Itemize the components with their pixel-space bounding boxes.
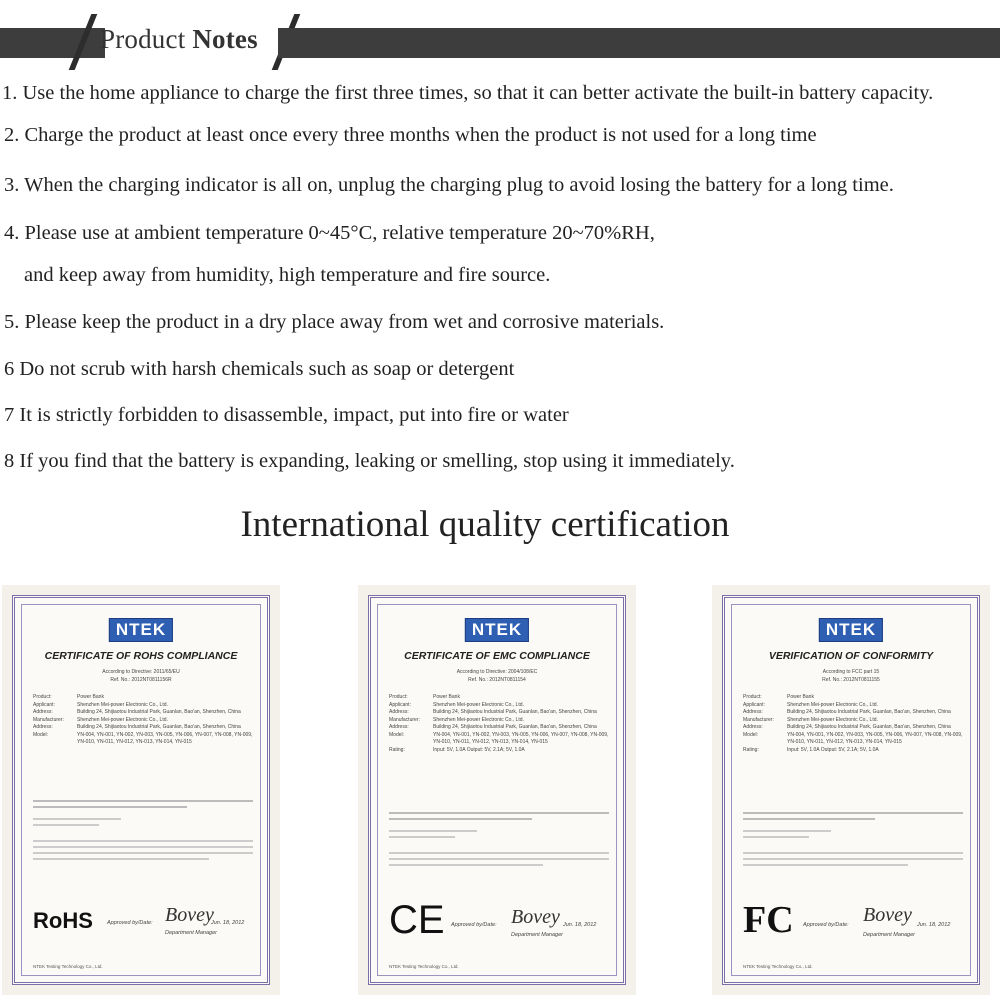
banner-bar-right bbox=[278, 28, 1000, 58]
approved-label: Approved by/Date: bbox=[451, 922, 497, 928]
certificate-frame bbox=[722, 595, 980, 985]
approved-label: Approved by/Date: bbox=[803, 922, 849, 928]
signature: Bovey bbox=[165, 904, 214, 926]
note-item: 1. Use the home appliance to charge the first three times, so that it can better activate the built-in battery capacity. bbox=[2, 82, 934, 104]
ce-mark: CE bbox=[389, 898, 445, 942]
note-item: 8 If you find that the battery is expanding, leaking or smelling, stop using it immediately. bbox=[4, 450, 735, 472]
certificate-emc bbox=[358, 585, 636, 995]
certificate-footer: NTEK Testing Technology Co., Ltd. bbox=[389, 964, 459, 969]
ntek-logo: NTEK bbox=[819, 618, 883, 642]
certificate-title: CERTIFICATE OF EMC COMPLIANCE bbox=[404, 650, 590, 662]
certificate-text-lines bbox=[743, 808, 963, 868]
product-notes-banner bbox=[0, 22, 1000, 62]
certificate-fields: Product: Power Bank Applicant: Shenzhen Mei-power Electronic Co., Ltd. Address: Building 24, Shijiaotou Industrial Park, Guanlan, Bao'an, Shenzhen, China Manufacturer: Shenzhen Mei-power Electronic Co., Ltd. Address: Building 24, Shijiaotou Industrial Park, Guanlan, Bao'an, Shenzhen, China Model: YN-004, YN-001, YN-002, YN-003, YN-005, YN-006, YN-007, YN-008, YN-009, YN-010, YN-011, YN-012, YN-013, YN-014, YN-015 Rating: Input: 5V, 1.0A Output: 5V, 2.1A; 5V, 1.0A bbox=[743, 694, 963, 753]
fcc-mark: FC bbox=[743, 899, 794, 941]
certificate-subtitle: According to Directive: 2011/65/EU Ref. No.: 2012NT0811156R bbox=[102, 669, 180, 683]
note-item: 5. Please keep the product in a dry place away from wet and corrosive materials. bbox=[4, 311, 665, 333]
certificate-text-lines bbox=[389, 808, 609, 868]
note-item: 2. Charge the product at least once every three months when the product is not used for a long time bbox=[4, 124, 817, 146]
signature: Bovey bbox=[511, 906, 560, 928]
ntek-logo: NTEK bbox=[465, 618, 529, 642]
certificate-subtitle: According to Directive: 2004/108/EC Ref. No.: 2012NT0811154 bbox=[456, 669, 538, 683]
rohs-mark: RoHS bbox=[33, 908, 93, 933]
note-item-continuation: and keep away from humidity, high temperature and fire source. bbox=[24, 264, 551, 286]
certificate-rohs bbox=[2, 585, 280, 995]
certificate-fields: Product: Power Bank Applicant: Shenzhen Mei-power Electronic Co., Ltd. Address: Building 24, Shijiaotou Industrial Park, Guanlan, Bao'an, Shenzhen, China Manufacturer: Shenzhen Mei-power Electronic Co., Ltd. Address: Building 24, Shijiaotou Industrial Park, Guanlan, Bao'an, Shenzhen, China Model: YN-004, YN-001, YN-002, YN-003, YN-005, YN-006, YN-007, YN-008, YN-009, YN-010, YN-011, YN-012, YN-013, YN-014, YN-015 Rating: Input: 5V, 1.0A Output: 5V, 2.1A; 5V, 1.0A bbox=[389, 694, 609, 753]
note-item: 4. Please use at ambient temperature 0~45°C, relative temperature 20~70%RH, bbox=[4, 222, 655, 244]
manager-label: Department Manager bbox=[863, 932, 915, 938]
approval-date: Jun. 18, 2012 bbox=[211, 920, 245, 926]
banner-title: Product Notes bbox=[100, 24, 258, 54]
certificate-title: CERTIFICATE OF ROHS COMPLIANCE bbox=[44, 650, 238, 662]
signature: Bovey bbox=[863, 904, 912, 926]
manager-label: Department Manager bbox=[511, 932, 563, 938]
certificate-text-lines bbox=[33, 796, 253, 856]
manager-label: Department Manager bbox=[165, 930, 217, 936]
approved-label: Approved by/Date: bbox=[107, 920, 153, 926]
note-item: 3. When the charging indicator is all on, unplug the charging plug to avoid losing the battery for a long time. bbox=[4, 174, 894, 196]
certificate-frame bbox=[368, 595, 626, 985]
approval-date: Jun. 18, 2012 bbox=[563, 922, 597, 928]
approval-date: Jun. 18, 2012 bbox=[917, 922, 951, 928]
certificate-subtitle: According to FCC part 15 Ref. No.: 2012NT0811155 bbox=[822, 669, 880, 683]
note-item: 7 It is strictly forbidden to disassemble, impact, put into fire or water bbox=[4, 404, 569, 426]
certificate-fields: Product: Power Bank Applicant: Shenzhen Mei-power Electronic Co., Ltd. Address: Building 24, Shijiaotou Industrial Park, Guanlan, Bao'an, Shenzhen, China Manufacturer: Shenzhen Mei-power Electronic Co., Ltd. Address: Building 24, Shijiaotou Industrial Park, Guanlan, Bao'an, Shenzhen, China Model: YN-004, YN-001, YN-002, YN-003, YN-005, YN-006, YN-007, YN-008, YN-009, YN-010, YN-011, YN-012, YN-013, YN-014, YN-015 bbox=[33, 694, 253, 745]
certificate-fcc bbox=[712, 585, 990, 995]
certificate-footer: NTEK Testing Technology Co., Ltd. bbox=[33, 964, 103, 969]
section-title: International quality certification bbox=[240, 504, 730, 545]
note-item: 6 Do not scrub with harsh chemicals such as soap or detergent bbox=[4, 358, 515, 380]
ntek-logo: NTEK bbox=[109, 618, 173, 642]
certificate-title: VERIFICATION OF CONFORMITY bbox=[768, 650, 934, 662]
certificate-frame bbox=[12, 595, 270, 985]
certificate-footer: NTEK Testing Technology Co., Ltd. bbox=[743, 964, 813, 969]
